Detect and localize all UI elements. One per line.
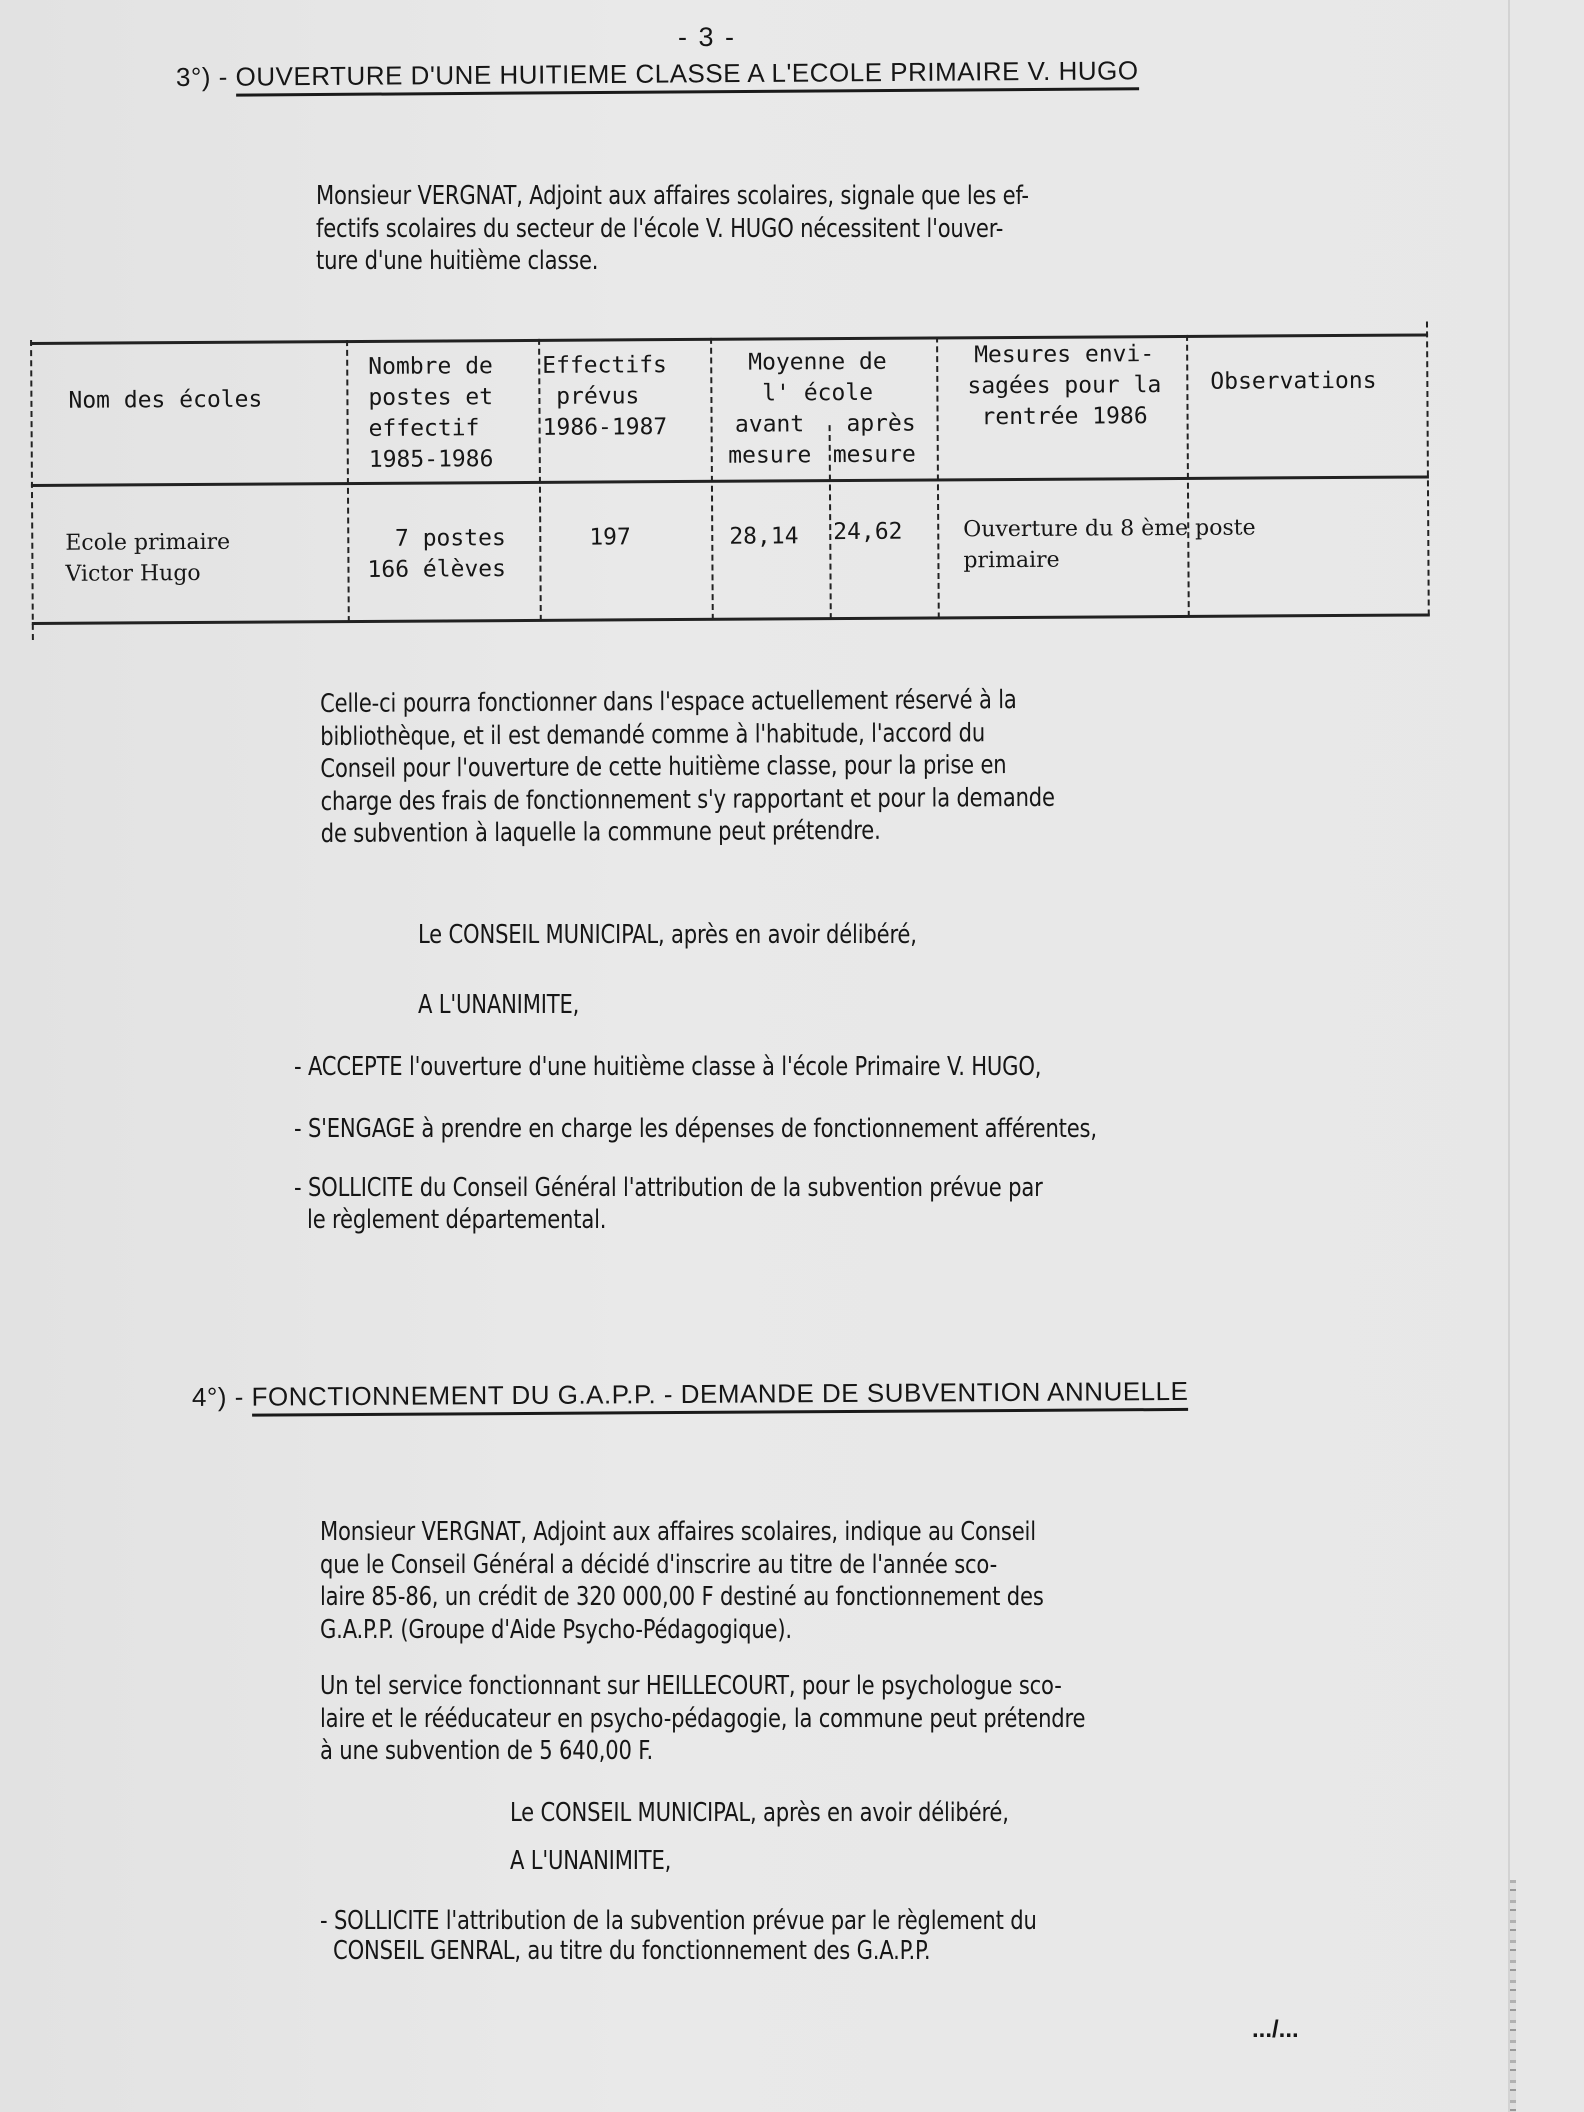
header-line: 1985-1986 <box>368 446 494 473</box>
header-line: mesure <box>728 442 812 469</box>
table-bottom-border <box>32 613 1430 624</box>
continuation-mark: .../... <box>1252 2016 1299 2043</box>
header-apres-mesure <box>832 409 915 472</box>
text-line: bibliothèque, et il est demandé comme à l'habitude, l'accord du <box>320 717 986 752</box>
section-3-title: OUVERTURE D'UNE HUITIEME CLASSE A L'ECOLE PRIMAIRE V. HUGO <box>236 55 1139 96</box>
header-observations: Observations <box>1210 367 1377 395</box>
section-3-council-statement: Le CONSEIL MUNICIPAL, après en avoir délibéré, <box>418 920 917 950</box>
header-line: Nombre de <box>368 353 493 380</box>
section-3-heading <box>176 55 1139 93</box>
table-row-mesures <box>963 513 1256 577</box>
section-3-unanimity: A L'UNANIMITE, <box>418 990 580 1020</box>
table-header-separator <box>31 475 1429 486</box>
header-line: Mesures envi- <box>974 341 1155 369</box>
decision-sollicite: - SOLLICITE du Conseil Général l'attribution de la subvention prévue par le règlement départemental. <box>294 1173 1043 1235</box>
cell-line: Ouverture du 8 ème poste <box>963 515 1256 543</box>
header-line: l' école <box>762 379 874 407</box>
table-row-postes <box>367 523 506 586</box>
section-3-body <box>320 684 1055 851</box>
section-4-unanimity: A L'UNANIMITE, <box>510 1846 672 1876</box>
header-nombre-postes <box>368 351 493 476</box>
text-line: Monsieur VERGNAT, Adjoint aux affaires scolaires, indique au Conseil <box>320 1517 1036 1547</box>
header-line: postes et <box>368 384 494 411</box>
section-3-intro <box>316 180 1029 278</box>
table-border-left <box>30 340 34 640</box>
text-line: que le Conseil Général a décidé d'inscrire au titre de l'année sco- <box>320 1549 998 1580</box>
schools-table <box>30 321 1432 645</box>
header-line: Effectifs <box>542 352 667 379</box>
section-4-paragraph-2 <box>320 1670 1085 1768</box>
cell-line: Ecole primaire <box>65 529 231 556</box>
section-3-number: 3°) - <box>175 61 236 92</box>
scan-edge-speckle <box>1510 1880 1516 2112</box>
header-nom-des-ecoles: Nom des écoles <box>68 386 263 414</box>
text-line: de subvention à laquelle la commune peut prétendre. <box>320 815 881 849</box>
table-row-avant: 28,14 <box>729 523 799 550</box>
text-line: Monsieur VERGNAT, Adjoint aux affaires scolaires, signale que les ef- <box>316 181 1029 211</box>
header-line: avant <box>734 411 805 438</box>
text-line: ture d'une huitième classe. <box>316 246 599 276</box>
text-line: G.A.P.P. (Groupe d'Aide Psycho-Pédagogique). <box>320 1614 792 1645</box>
header-effectifs-prevus <box>542 350 667 444</box>
header-line: 1986-1987 <box>542 414 668 441</box>
column-divider <box>829 425 832 619</box>
section-4-heading <box>192 1376 1189 1413</box>
header-line: effectif <box>368 415 480 442</box>
header-line: sagées pour la <box>967 372 1162 400</box>
text-line: Conseil pour l'ouverture de cette huitième classe, pour la prise en <box>320 750 1007 784</box>
cell-line: 7 postes <box>367 525 506 552</box>
header-line: mesure <box>832 441 916 469</box>
text-line: charge des frais de fonctionnement s'y rapportant et pour la demande <box>320 782 1055 817</box>
header-moyenne-ecole <box>748 347 887 410</box>
table-row-nom <box>65 527 230 590</box>
decision-sollicite-gapp: - SOLLICITE l'attribution de la subvention prévue par le règlement du CONSEIL GENRAL, au titre du fonctionnement des G.A.P.P. <box>320 1906 1037 1966</box>
header-line: prévus <box>542 383 640 410</box>
text-line: laire 85-86, un crédit de 320 000,00 F destiné au fonctionnement des <box>320 1582 1044 1612</box>
text-line: Un tel service fonctionnant sur HEILLECOURT, pour le psychologue sco- <box>320 1671 1062 1701</box>
text-line: à une subvention de 5 640,00 F. <box>320 1736 653 1766</box>
section-4-title: FONCTIONNEMENT DU G.A.P.P. - DEMANDE DE SUBVENTION ANNUELLE <box>252 1376 1189 1417</box>
section-4-paragraph-1 <box>320 1516 1044 1646</box>
decision-engage: - S'ENGAGE à prendre en charge les dépenses de fonctionnement afférentes, <box>294 1114 1097 1144</box>
text-line: laire et le rééducateur en psycho-pédagogie, la commune peut prétendre <box>320 1703 1086 1734</box>
header-line: rentrée 1986 <box>981 403 1148 431</box>
table-row-apres: 24,62 <box>833 518 903 546</box>
header-line: Moyenne de <box>748 348 887 376</box>
header-mesures-envisagees <box>946 339 1183 433</box>
cell-line: 166 élèves <box>367 556 507 583</box>
cell-line: Victor Hugo <box>65 560 201 587</box>
text-line: fectifs scolaires du secteur de l'école V. HUGO nécessitent l'ouver- <box>316 213 1004 244</box>
section-4-number: 4°) - <box>191 1381 252 1412</box>
decision-accepte: - ACCEPTE l'ouverture d'une huitième classe à l'école Primaire V. HUGO, <box>294 1052 1042 1082</box>
table-row-effectifs: 197 <box>589 524 631 551</box>
cell-line: primaire <box>963 547 1060 574</box>
text-line: Celle-ci pourra fonctionner dans l'espace actuellement réservé à la <box>320 685 1017 719</box>
header-line: après <box>832 410 916 438</box>
page-number: - 3 - <box>678 22 737 52</box>
scan-edge-line <box>1508 0 1510 2112</box>
header-avant-mesure <box>715 409 825 472</box>
table-border-right <box>1426 321 1430 615</box>
section-4-council-statement: Le CONSEIL MUNICIPAL, après en avoir délibéré, <box>510 1798 1009 1828</box>
table-top-border <box>30 333 1428 344</box>
